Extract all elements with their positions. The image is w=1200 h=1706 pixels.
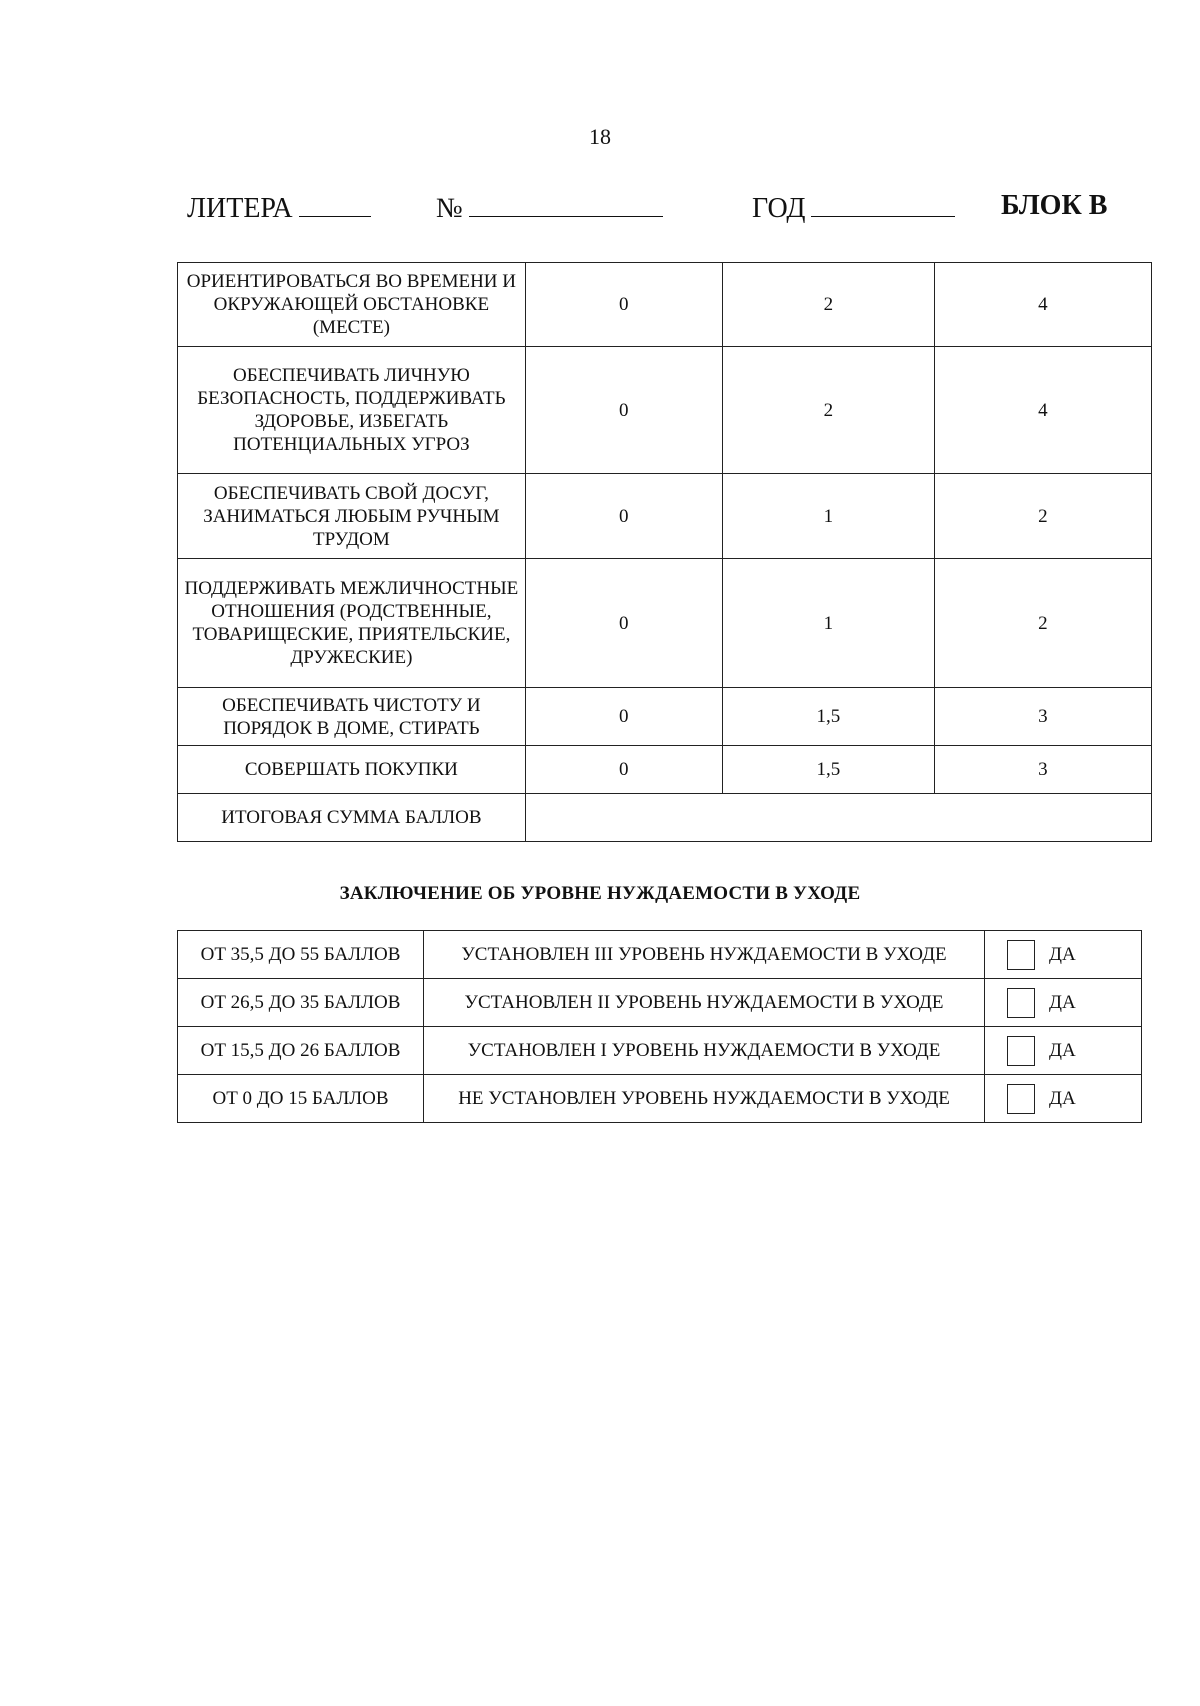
score-cell[interactable]: 0 [525, 746, 722, 794]
score-cell[interactable]: 2 [722, 347, 934, 474]
litera-label: ЛИТЕРА [187, 193, 293, 224]
number-label: № [436, 193, 463, 224]
score-cell[interactable]: 0 [525, 559, 722, 688]
table-row [178, 979, 1142, 1027]
activity-label: ОБЕСПЕЧИВАТЬ СВОЙ ДОСУГ, ЗАНИМАТЬСЯ ЛЮБЫМ РУЧНЫМ ТРУДОМ [178, 474, 526, 559]
number-field[interactable] [436, 190, 663, 225]
score-cell[interactable]: 0 [525, 263, 722, 347]
table-row [178, 1075, 1142, 1123]
score-cell[interactable]: 0 [525, 688, 722, 746]
litera-input-line[interactable] [299, 190, 371, 217]
score-cell[interactable]: 4 [934, 347, 1151, 474]
total-row [178, 794, 1152, 842]
care-level-result: УСТАНОВЛЕН III УРОВЕНЬ НУЖДАЕМОСТИ В УХОДЕ [424, 931, 985, 979]
yes-checkbox[interactable] [1007, 988, 1035, 1018]
block-label: БЛОК В [1001, 190, 1108, 221]
yes-checkbox[interactable] [1007, 940, 1035, 970]
score-cell[interactable]: 2 [934, 474, 1151, 559]
score-range: ОТ 35,5 ДО 55 БАЛЛОВ [178, 931, 424, 979]
year-label: ГОД [752, 193, 806, 224]
score-cell[interactable]: 1 [722, 559, 934, 688]
table-row [178, 347, 1152, 474]
activity-label: ОБЕСПЕЧИВАТЬ ЛИЧНУЮ БЕЗОПАСНОСТЬ, ПОДДЕРЖИВАТЬ ЗДОРОВЬЕ, ИЗБЕГАТЬ ПОТЕНЦИАЛЬНЫХ УГРОЗ [178, 347, 526, 474]
score-cell[interactable]: 0 [525, 474, 722, 559]
table-row [178, 1027, 1142, 1075]
score-cell[interactable]: 2 [934, 559, 1151, 688]
score-cell[interactable]: 3 [934, 688, 1151, 746]
year-input-line[interactable] [811, 190, 955, 217]
total-score-cell[interactable] [525, 794, 1151, 842]
yes-option [985, 1075, 1142, 1123]
table-row [178, 263, 1152, 347]
score-cell[interactable]: 3 [934, 746, 1151, 794]
conclusion-title: ЗАКЛЮЧЕНИЕ ОБ УРОВНЕ НУЖДАЕМОСТИ В УХОДЕ [339, 883, 861, 904]
care-level-result: НЕ УСТАНОВЛЕН УРОВЕНЬ НУЖДАЕМОСТИ В УХОДЕ [424, 1075, 985, 1123]
yes-checkbox[interactable] [1007, 1036, 1035, 1066]
yes-label: ДА [1049, 991, 1076, 1013]
activity-label: ОРИЕНТИРОВАТЬСЯ ВО ВРЕМЕНИ И ОКРУЖАЮЩЕЙ ОБСТАНОВКЕ (МЕСТЕ) [178, 263, 526, 347]
score-cell[interactable]: 1 [722, 474, 934, 559]
table-row [178, 746, 1152, 794]
score-cell[interactable]: 1,5 [722, 688, 934, 746]
yes-option [985, 979, 1142, 1027]
yes-label: ДА [1049, 1087, 1076, 1109]
activities-table [177, 262, 1152, 842]
table-row [178, 474, 1152, 559]
score-cell[interactable]: 2 [722, 263, 934, 347]
number-input-line[interactable] [469, 190, 663, 217]
yes-label: ДА [1049, 943, 1076, 965]
care-level-result: УСТАНОВЛЕН II УРОВЕНЬ НУЖДАЕМОСТИ В УХОДЕ [424, 979, 985, 1027]
score-range: ОТ 0 ДО 15 БАЛЛОВ [178, 1075, 424, 1123]
score-range: ОТ 15,5 ДО 26 БАЛЛОВ [178, 1027, 424, 1075]
table-row [178, 931, 1142, 979]
form-header [0, 190, 1200, 230]
yes-checkbox[interactable] [1007, 1084, 1035, 1114]
score-cell[interactable]: 4 [934, 263, 1151, 347]
yes-label: ДА [1049, 1039, 1076, 1061]
activity-label: СОВЕРШАТЬ ПОКУПКИ [178, 746, 526, 794]
score-range: ОТ 26,5 ДО 35 БАЛЛОВ [178, 979, 424, 1027]
litera-field[interactable] [187, 190, 371, 225]
activity-label: ПОДДЕРЖИВАТЬ МЕЖЛИЧНОСТНЫЕ ОТНОШЕНИЯ (РОДСТВЕННЫЕ, ТОВАРИЩЕСКИЕ, ПРИЯТЕЛЬСКИЕ, ДРУЖЕСКИЕ) [178, 559, 526, 688]
table-row [178, 688, 1152, 746]
score-cell[interactable]: 0 [525, 347, 722, 474]
year-field[interactable] [752, 190, 955, 225]
yes-option [985, 931, 1142, 979]
care-level-result: УСТАНОВЛЕН I УРОВЕНЬ НУЖДАЕМОСТИ В УХОДЕ [424, 1027, 985, 1075]
page-number: 18 [589, 124, 611, 149]
yes-option [985, 1027, 1142, 1075]
score-cell[interactable]: 1,5 [722, 746, 934, 794]
conclusion-table [177, 930, 1142, 1123]
activity-label: ОБЕСПЕЧИВАТЬ ЧИСТОТУ И ПОРЯДОК В ДОМЕ, СТИРАТЬ [178, 688, 526, 746]
table-row [178, 559, 1152, 688]
total-label: ИТОГОВАЯ СУММА БАЛЛОВ [178, 794, 526, 842]
